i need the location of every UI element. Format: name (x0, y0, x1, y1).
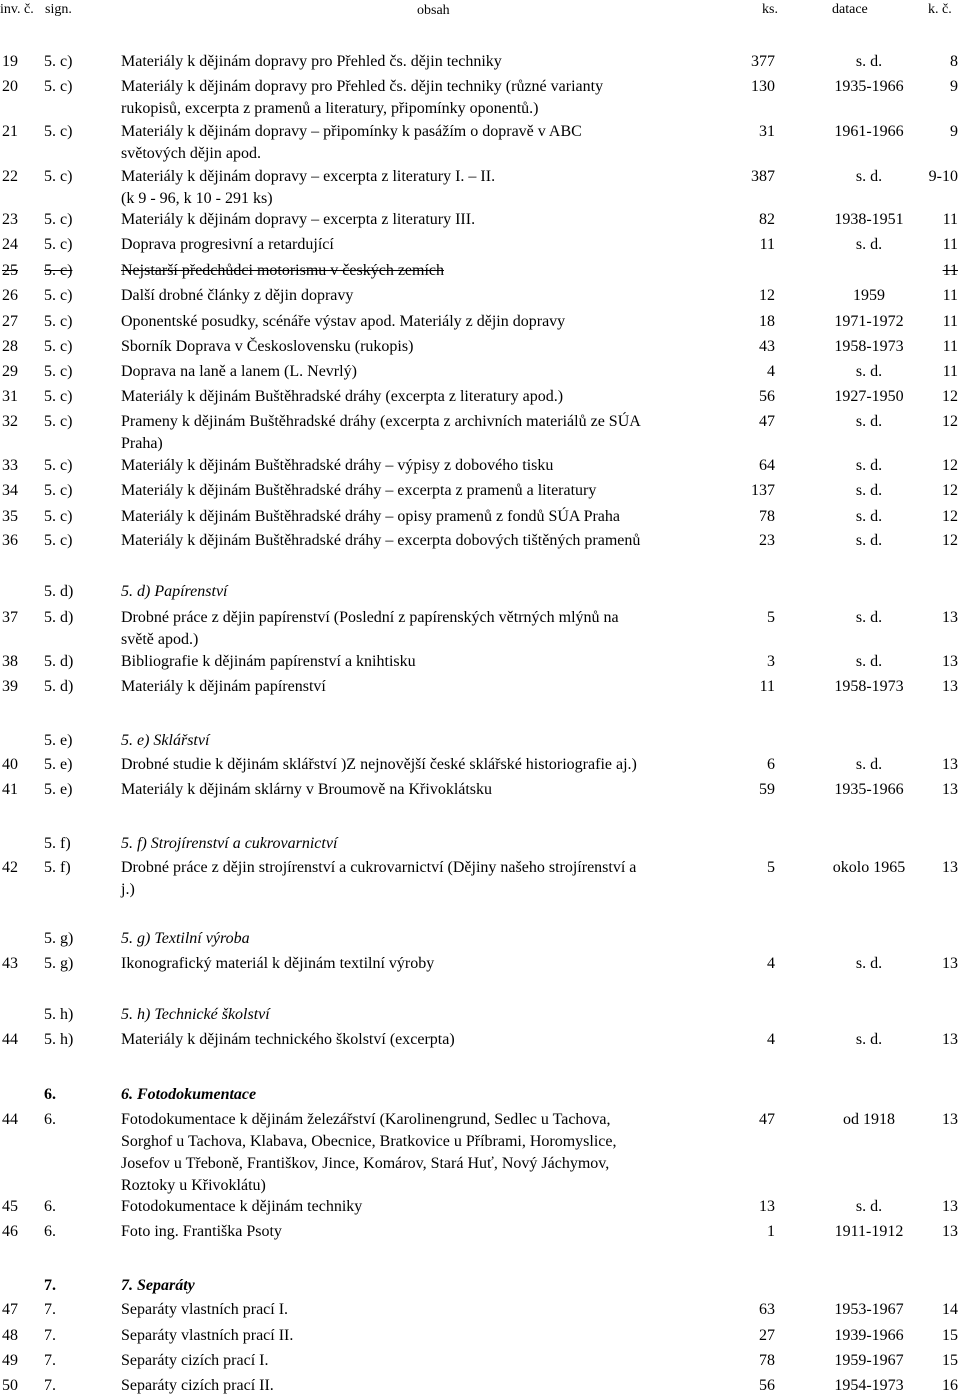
content-text: Doprava progresivní a retardující (121, 236, 334, 253)
signature: 7. (44, 1277, 56, 1294)
pieces-count: 3 (767, 653, 775, 670)
signature: 5. g) (44, 955, 74, 972)
dating: 1961-1966 (834, 123, 904, 140)
inv-number: 37 (2, 609, 18, 626)
inv-number: 35 (2, 508, 18, 525)
pieces-count: 56 (759, 1377, 775, 1394)
signature: 7. (44, 1352, 56, 1369)
content-text: Fotodokumentace k dějinám železářství (Karolinengrund, Sedlec u Tachova, (121, 1111, 611, 1128)
content-text: 5. g) Textilní výroba (121, 930, 250, 947)
content-text: Sborník Doprava v Československu (rukopis) (121, 338, 414, 355)
dating: s. d. (855, 457, 883, 474)
dating: 1935-1966 (834, 78, 904, 95)
box-number: 13 (942, 1111, 958, 1128)
content-text: Ikonografický materiál k dějinám textilní výroby (121, 955, 435, 972)
box-number: 14 (942, 1301, 958, 1318)
content-text: Drobné práce z dějin papírenství (Poslední z papírenských větrných mlýnů na (121, 609, 619, 626)
content-text: Materiály k dějinám dopravy – připomínky k pasážím o dopravě v ABC (121, 123, 582, 140)
pieces-count: 47 (759, 1111, 775, 1128)
signature: 5. d) (44, 653, 74, 670)
inv-number: 50 (2, 1377, 18, 1394)
content-text: Materiály k dějinám dopravy pro Přehled čs. dějin techniky (121, 53, 502, 70)
signature: 5. d) (44, 583, 74, 600)
inv-number: 29 (2, 363, 18, 380)
content-text-continuation: světových dějin apod. (121, 145, 261, 162)
dating: 1958-1973 (834, 338, 904, 355)
signature: 7. (44, 1327, 56, 1344)
content-text-continuation: (k 9 - 96, k 10 - 291 ks) (121, 190, 273, 207)
header-ks: ks. (762, 2, 778, 17)
inv-number: 45 (2, 1198, 18, 1215)
signature: 5. h) (44, 1031, 74, 1048)
pieces-count: 6 (767, 756, 775, 773)
dating: od 1918 (843, 1111, 895, 1128)
pieces-count: 56 (759, 388, 775, 405)
inv-number: 40 (2, 756, 18, 773)
box-number: 9 (950, 78, 958, 95)
inv-number: 33 (2, 457, 18, 474)
pieces-count: 11 (759, 678, 775, 695)
dating: 1911-1912 (834, 1223, 904, 1240)
pieces-count: 4 (767, 1031, 775, 1048)
content-text: Separáty vlastních prací II. (121, 1327, 294, 1344)
box-number: 12 (942, 413, 958, 430)
signature: 5. c) (44, 338, 73, 355)
box-number: 12 (942, 482, 958, 499)
box-number: 9-10 (928, 168, 958, 185)
signature: 5. h) (44, 1006, 74, 1023)
pieces-count: 18 (759, 313, 775, 330)
box-number: 11 (942, 363, 958, 380)
content-text-continuation: Sorghof u Tachova, Klabava, Obecnice, Bratkovice u Příbrami, Horomyslice, (121, 1133, 617, 1150)
dating: s. d. (855, 53, 883, 70)
signature: 5. c) (44, 482, 73, 499)
content-text: 5. d) Papírenství (121, 583, 228, 600)
content-text: Materiály k dějinám dopravy pro Přehled čs. dějin techniky (různé varianty (121, 78, 604, 95)
signature: 5. c) (44, 262, 73, 279)
box-number: 13 (942, 678, 958, 695)
dating: 1971-1972 (834, 313, 904, 330)
content-text-continuation: světě apod.) (121, 631, 199, 648)
dating: s. d. (855, 1031, 883, 1048)
pieces-count: 130 (751, 78, 775, 95)
signature: 5. f) (44, 835, 71, 852)
content-text-continuation: j.) (121, 881, 135, 898)
signature: 5. c) (44, 508, 73, 525)
pieces-count: 23 (759, 532, 775, 549)
content-text: Prameny k dějinám Buštěhradské dráhy (excerpta z archivních materiálů ze SÚA (121, 413, 641, 430)
inv-number: 38 (2, 653, 18, 670)
box-number: 13 (942, 1031, 958, 1048)
content-text: Materiály k dějinám Buštěhradské dráhy – opisy pramenů z fondů SÚA Praha (121, 508, 620, 525)
inv-number: 39 (2, 678, 18, 695)
inv-number: 19 (2, 53, 18, 70)
content-text: Foto ing. Františka Psoty (121, 1223, 282, 1240)
dating: 1959 (853, 287, 885, 304)
content-text: 6. Fotodokumentace (121, 1086, 257, 1103)
box-number: 13 (942, 653, 958, 670)
box-number: 11 (942, 338, 958, 355)
dating: 1939-1966 (834, 1327, 904, 1344)
signature: 5. c) (44, 236, 73, 253)
signature: 5. c) (44, 532, 73, 549)
signature: 6. (44, 1198, 56, 1215)
pieces-count: 377 (751, 53, 775, 70)
pieces-count: 63 (759, 1301, 775, 1318)
signature: 5. c) (44, 457, 73, 474)
content-text: Drobné práce z dějin strojírenství a cukrovarnictví (Dějiny našeho strojírenství a (121, 859, 637, 876)
pieces-count: 387 (751, 168, 775, 185)
box-number: 11 (942, 313, 958, 330)
dating: 1938-1951 (834, 211, 904, 228)
signature: 5. c) (44, 388, 73, 405)
inv-number: 25 (2, 262, 18, 279)
signature: 5. e) (44, 781, 73, 798)
dating: s. d. (855, 756, 883, 773)
signature: 5. d) (44, 678, 74, 695)
header-inv: inv. č. (0, 2, 34, 17)
box-number: 13 (942, 955, 958, 972)
pieces-count: 59 (759, 781, 775, 798)
box-number: 13 (942, 756, 958, 773)
content-text: Oponentské posudky, scénáře výstav apod. Materiály z dějin dopravy (121, 313, 566, 330)
content-text-continuation: Roztoky u Křivoklátu) (121, 1177, 266, 1194)
dating: 1927-1950 (834, 388, 904, 405)
pieces-count: 31 (759, 123, 775, 140)
box-number: 11 (942, 211, 958, 228)
signature: 7. (44, 1301, 56, 1318)
pieces-count: 4 (767, 955, 775, 972)
signature: 5. g) (44, 930, 74, 947)
box-number: 15 (942, 1352, 958, 1369)
signature: 5. c) (44, 413, 73, 430)
dating: s. d. (855, 413, 883, 430)
content-text: 7. Separáty (121, 1277, 195, 1294)
box-number: 8 (950, 53, 958, 70)
inv-number: 22 (2, 168, 18, 185)
content-text: Fotodokumentace k dějinám techniky (121, 1198, 363, 1215)
dating: okolo 1965 (832, 859, 906, 876)
dating: s. d. (855, 532, 883, 549)
inv-number: 21 (2, 123, 18, 140)
pieces-count: 5 (767, 609, 775, 626)
inv-number: 34 (2, 482, 18, 499)
pieces-count: 4 (767, 363, 775, 380)
signature: 5. e) (44, 756, 73, 773)
dating: s. d. (855, 482, 883, 499)
content-text: Materiály k dějinám technického školství (excerpta) (121, 1031, 455, 1048)
box-number: 13 (942, 781, 958, 798)
content-text-continuation: Josefov u Třeboně, Františkov, Jince, Komárov, Stará Huť, Nový Jáchymov, (121, 1155, 610, 1172)
signature: 5. c) (44, 78, 73, 95)
box-number: 13 (942, 1223, 958, 1240)
signature: 5. c) (44, 313, 73, 330)
dating: s. d. (855, 508, 883, 525)
content-text: Materiály k dějinám dopravy – excerpta z literatury III. (121, 211, 476, 228)
box-number: 16 (942, 1377, 958, 1394)
inv-number: 42 (2, 859, 18, 876)
content-text: Doprava na laně a lanem (L. Nevrlý) (121, 363, 357, 380)
pieces-count: 78 (759, 508, 775, 525)
content-text: 5. f) Strojírenství a cukrovarnictví (121, 835, 338, 852)
box-number: 11 (942, 262, 958, 279)
inv-number: 44 (2, 1111, 18, 1128)
content-text: Materiály k dějinám Buštěhradské dráhy (excerpta z literatury apod.) (121, 388, 564, 405)
content-text: Další drobné články z dějin dopravy (121, 287, 354, 304)
content-text: 5. h) Technické školství (121, 1006, 270, 1023)
content-text: Materiály k dějinám Buštěhradské dráhy – excerpta z pramenů a literatury (121, 482, 597, 499)
signature: 5. d) (44, 609, 74, 626)
box-number: 13 (942, 859, 958, 876)
signature: 5. c) (44, 168, 73, 185)
content-text: Separáty vlastních prací I. (121, 1301, 289, 1318)
dating: s. d. (855, 236, 883, 253)
box-number: 9 (950, 123, 958, 140)
box-number: 12 (942, 457, 958, 474)
inv-number: 23 (2, 211, 18, 228)
pieces-count: 11 (759, 236, 775, 253)
dating: 1953-1967 (834, 1301, 904, 1318)
inv-number: 28 (2, 338, 18, 355)
signature: 7. (44, 1377, 56, 1394)
box-number: 15 (942, 1327, 958, 1344)
signature: 5. c) (44, 287, 73, 304)
inv-number: 43 (2, 955, 18, 972)
dating: 1954-1973 (834, 1377, 904, 1394)
content-text: Separáty cizích prací II. (121, 1377, 274, 1394)
inv-number: 41 (2, 781, 18, 798)
content-text: Bibliografie k dějinám papírenství a knihtisku (121, 653, 416, 670)
pieces-count: 82 (759, 211, 775, 228)
inv-number: 31 (2, 388, 18, 405)
inv-number: 26 (2, 287, 18, 304)
box-number: 11 (942, 236, 958, 253)
inv-number: 24 (2, 236, 18, 253)
content-text: Separáty cizích prací I. (121, 1352, 269, 1369)
inv-number: 27 (2, 313, 18, 330)
dating: s. d. (855, 653, 883, 670)
inv-number: 36 (2, 532, 18, 549)
signature: 6. (44, 1111, 56, 1128)
dating: 1959-1967 (834, 1352, 904, 1369)
pieces-count: 1 (767, 1223, 775, 1240)
pieces-count: 27 (759, 1327, 775, 1344)
header-datace: datace (832, 2, 868, 17)
dating: s. d. (855, 609, 883, 626)
content-text: Materiály k dějinám papírenství (121, 678, 326, 695)
inv-number: 46 (2, 1223, 18, 1240)
pieces-count: 13 (759, 1198, 775, 1215)
inv-number: 47 (2, 1301, 18, 1318)
pieces-count: 43 (759, 338, 775, 355)
inv-number: 44 (2, 1031, 18, 1048)
content-text: Materiály k dějinám Buštěhradské dráhy – excerpta dobových tištěných pramenů (121, 532, 641, 549)
dating: s. d. (855, 955, 883, 972)
signature: 6. (44, 1086, 56, 1103)
signature: 5. c) (44, 363, 73, 380)
dating: s. d. (855, 363, 883, 380)
dating: s. d. (855, 168, 883, 185)
header-obsah: obsah (417, 3, 450, 18)
content-text-continuation: rukopisů, excerpta z pramenů a literatury, připomínky oponentů.) (121, 100, 539, 117)
pieces-count: 64 (759, 457, 775, 474)
dating: s. d. (855, 1198, 883, 1215)
signature: 5. f) (44, 859, 71, 876)
inv-number: 49 (2, 1352, 18, 1369)
content-text-continuation: Praha) (121, 435, 163, 452)
box-number: 13 (942, 609, 958, 626)
content-text: Materiály k dějinám dopravy – excerpta z literatury I. – II. (121, 168, 496, 185)
inv-number: 32 (2, 413, 18, 430)
signature: 5. c) (44, 211, 73, 228)
header-sign: sign. (45, 2, 72, 17)
content-text: 5. e) Sklářství (121, 732, 210, 749)
dating: 1958-1973 (834, 678, 904, 695)
box-number: 12 (942, 388, 958, 405)
pieces-count: 78 (759, 1352, 775, 1369)
content-text: Nejstarší předchůdci motorismu v českých zemích (121, 262, 445, 279)
content-text: Materiály k dějinám Buštěhradské dráhy – výpisy z dobového tisku (121, 457, 554, 474)
dating: 1935-1966 (834, 781, 904, 798)
pieces-count: 12 (759, 287, 775, 304)
signature: 5. c) (44, 123, 73, 140)
signature: 6. (44, 1223, 56, 1240)
pieces-count: 47 (759, 413, 775, 430)
content-text: Materiály k dějinám sklárny v Broumově na Křivoklátsku (121, 781, 493, 798)
box-number: 12 (942, 508, 958, 525)
signature: 5. c) (44, 53, 73, 70)
inv-number: 48 (2, 1327, 18, 1344)
pieces-count: 5 (767, 859, 775, 876)
signature: 5. e) (44, 732, 73, 749)
box-number: 11 (942, 287, 958, 304)
box-number: 13 (942, 1198, 958, 1215)
pieces-count: 137 (751, 482, 775, 499)
header-kc: k. č. (928, 2, 952, 17)
inv-number: 20 (2, 78, 18, 95)
box-number: 12 (942, 532, 958, 549)
content-text: Drobné studie k dějinám sklářství )Z nejnovější české sklářské historiografie aj.) (121, 756, 637, 773)
